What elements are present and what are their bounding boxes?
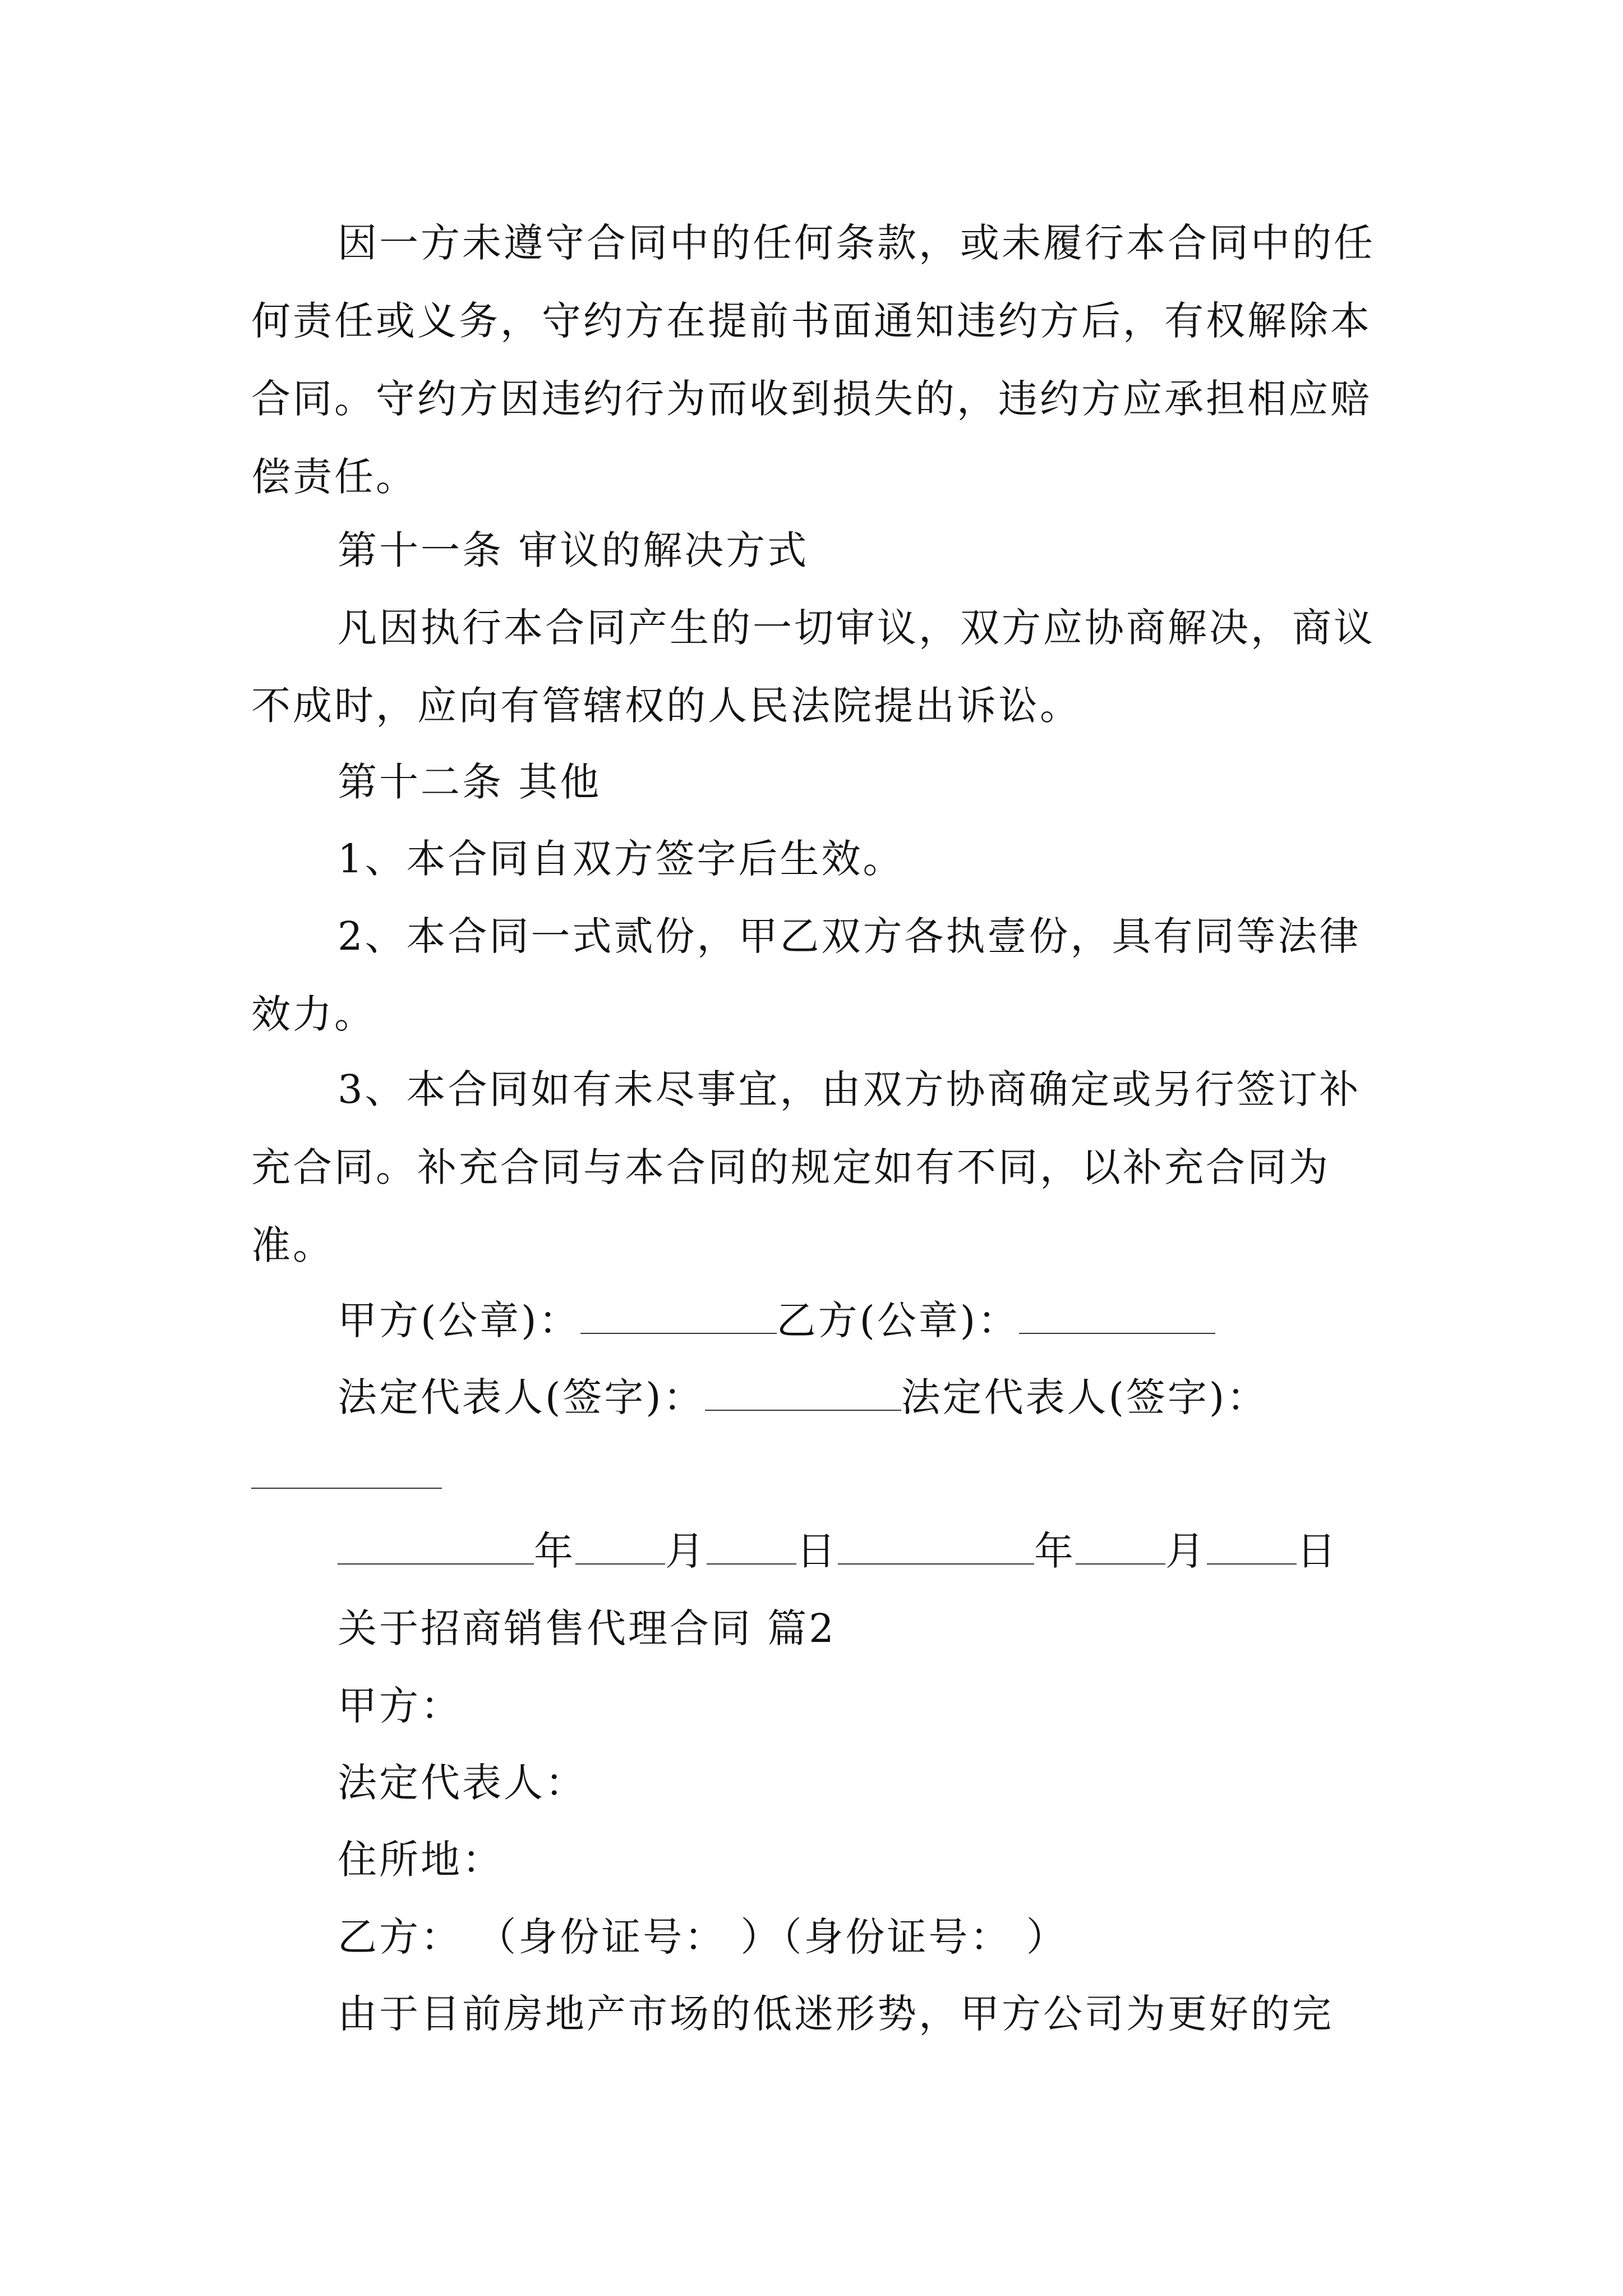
address-line: 住所地： — [338, 1837, 504, 1883]
party-a-seal-blank — [580, 1299, 777, 1334]
rep-a-label: 法定代表人(签字)： — [338, 1374, 705, 1420]
party-a-line: 甲方： — [338, 1683, 462, 1729]
year-label: 年 — [1034, 1528, 1076, 1574]
rep-b-blank — [251, 1488, 442, 1489]
year-label: 年 — [534, 1528, 575, 1574]
party-a-seal-label: 甲方(公章)： — [338, 1297, 580, 1343]
party-b-seal-blank — [1019, 1299, 1215, 1334]
date-b-month-blank — [1076, 1530, 1165, 1565]
paragraph-breach: 因一方未遵守合同中的任何条款，或未履行本合同中的任何责任或义务，守约方在提前书面通知违约方后，有权解除本合同。守约方因违约行为而收到损失的，违约方应承担相应赔偿责任。 — [251, 220, 1375, 500]
legal-rep-line: 法定代表人： — [338, 1760, 587, 1806]
clause-3: 3、本合同如有未尽事宜，由双方协商确定或另行签订补充合同。补充合同与本合同的规定如有不同，以补充合同为准。 — [251, 1066, 1361, 1268]
section-2-title: 关于招商销售代理合同 篇2 — [338, 1605, 836, 1651]
representative-line — [338, 1359, 1268, 1437]
clause-2: 2、本合同一式贰份，甲乙双方各执壹份，具有同等法律效力。 — [251, 913, 1361, 1037]
intro-line: 由于目前房地产市场的低迷形势，甲方公司为更好的完 — [338, 1991, 1334, 2037]
seal-line — [338, 1282, 1215, 1360]
rep-a-blank — [705, 1376, 901, 1411]
article-12-heading: 第十二条 其他 — [338, 759, 602, 805]
paragraph-dispute: 凡因执行本合同产生的一切审议，双方应协商解决，商议不成时，应向有管辖权的人民法院提出诉讼。 — [251, 605, 1375, 729]
date-b-year-blank — [838, 1530, 1034, 1565]
date-line — [338, 1512, 1338, 1590]
month-label: 月 — [665, 1528, 707, 1574]
date-a-month-blank — [575, 1530, 665, 1565]
party-b-line: 乙方： （身份证号： ）（身份证号： ） — [338, 1914, 1068, 1960]
date-b-day-blank — [1207, 1530, 1297, 1565]
clause-1: 1、本合同自双方签字后生效。 — [338, 836, 905, 882]
party-b-seal-label: 乙方(公章)： — [776, 1297, 1020, 1343]
month-label: 月 — [1165, 1528, 1207, 1574]
day-label: 日 — [1297, 1528, 1338, 1574]
date-a-year-blank — [338, 1530, 534, 1565]
rep-b-label: 法定代表人(签字)： — [901, 1374, 1269, 1420]
day-label: 日 — [796, 1528, 838, 1574]
article-11-heading: 第十一条 审议的解决方式 — [338, 527, 809, 573]
date-a-day-blank — [707, 1530, 796, 1565]
